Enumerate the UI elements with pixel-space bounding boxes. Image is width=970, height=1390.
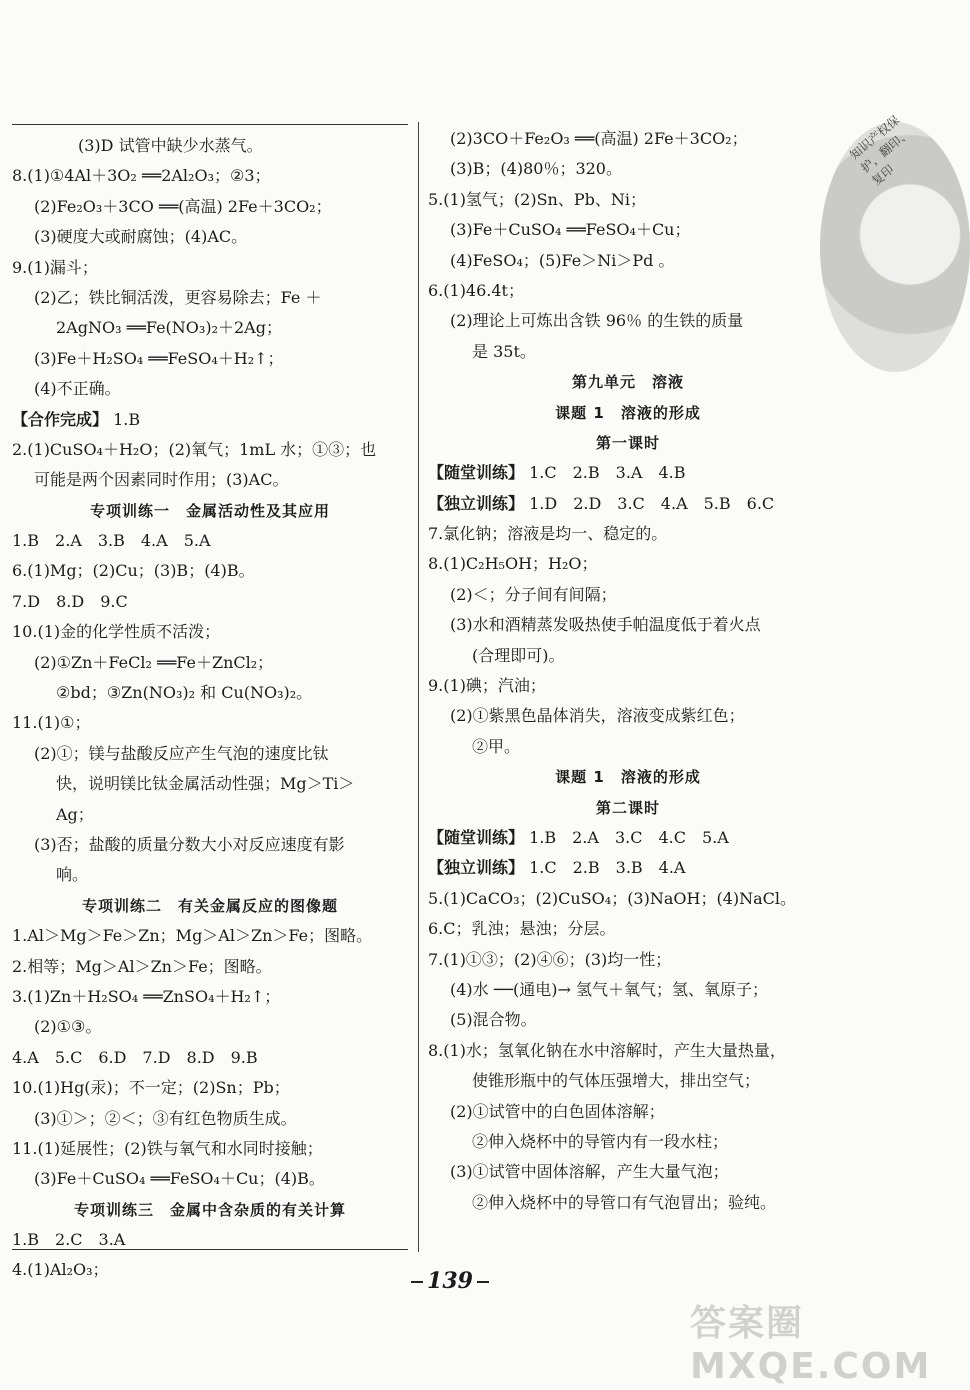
column-divider <box>418 122 419 1252</box>
section-tag: 【合作完成】 <box>12 409 109 429</box>
answer-line: 4.A 5.C 6.D 7.D 8.D 9.B <box>12 1047 258 1067</box>
answer-line: (2)①Zn＋FeCl₂ ══Fe＋ZnCl₂； <box>34 652 274 672</box>
answer-line: Ag； <box>56 804 94 824</box>
answer-line <box>12 405 408 435</box>
answer-text: 1.D 2.D 3.C 4.A 5.B 6.C <box>524 493 775 513</box>
answer-line: 3.(1)Zn＋H₂SO₄ ══ZnSO₄＋H₂↑； <box>12 986 281 1006</box>
answer-line: 1.B 2.A 3.B 4.A 5.A <box>12 531 211 551</box>
watermark-logo: 答案圈 MXQE.COM <box>690 1303 932 1387</box>
answer-line: 6.(1)Mg；(2)Cu；(3)B；(4)B。 <box>12 561 255 581</box>
answer-line: (合理即可)。 <box>472 645 565 665</box>
answer-line: 1.B 2.C 3.A <box>12 1230 126 1250</box>
answer-line: (3)Fe＋H₂SO₄ ══FeSO₄＋H₂↑； <box>34 348 284 368</box>
answer-line: 8.(1)水；氢氧化钠在水中溶解时，产生大量热量， <box>428 1040 786 1060</box>
answer-line: 使锥形瓶中的气体压强增大，排出空气； <box>472 1071 761 1091</box>
answer-line: (3)B；(4)80％；320。 <box>450 159 622 179</box>
answer-line: 8.(1)C₂H₅OH；H₂O； <box>428 554 598 574</box>
answer-line: (2)①试管中的白色固体溶解； <box>450 1101 665 1121</box>
answer-text: 1.C 2.B 3.B 4.A <box>524 858 686 878</box>
section-heading: 课题 1 溶液的形成 <box>555 403 701 422</box>
answer-line: (3)①试管中固体溶解，产生大量气泡； <box>450 1162 729 1182</box>
answer-line: 可能是两个因素同时作用；(3)AC。 <box>34 470 289 490</box>
answer-line: (2)①紫黑色晶体消失，溶液变成紫红色； <box>450 706 745 726</box>
answer-line: 7.氯化钠；溶液是均一、稳定的。 <box>428 524 668 544</box>
right-answer-column <box>428 124 828 1254</box>
answer-line: 1.Al＞Mg＞Fe＞Zn；Mg＞Al＞Zn＞Fe；图略。 <box>12 926 373 946</box>
answer-line: (3)Fe＋CuSO₄ ══FeSO₄＋Cu；(4)B。 <box>34 1169 325 1189</box>
answer-line: (3)①＞；②＜；③有红色物质生成。 <box>34 1108 297 1128</box>
section-tag: 【独立训练】 <box>428 858 525 878</box>
answer-line: 是 35t。 <box>472 341 536 361</box>
answer-line: 2.相等；Mg＞Al＞Zn＞Fe；图略。 <box>12 956 272 976</box>
answer-line: 9.(1)漏斗； <box>12 257 98 277</box>
answer-line: 10.(1)金的化学性质不活泼； <box>12 622 221 642</box>
section-heading: 专项训练三 金属中含杂质的有关计算 <box>73 1200 346 1219</box>
answer-line: ②bd；③Zn(NO₃)₂ 和 Cu(NO₃)₂。 <box>56 683 313 703</box>
answer-line <box>428 853 828 883</box>
page-number <box>0 1268 900 1294</box>
answer-line: 6.C；乳浊；悬浊；分层。 <box>428 919 616 939</box>
left-answer-column <box>12 124 408 1280</box>
answer-text: 1.B <box>108 409 141 429</box>
answer-line: (2)Fe₂O₃＋3CO ══(高温) 2Fe＋3CO₂； <box>34 196 332 216</box>
page-number-value: 139 <box>427 1268 473 1294</box>
answer-text: 1.B 2.A 3.C 4.C 5.A <box>524 827 729 847</box>
answer-text: 1.C 2.B 3.A 4.B <box>524 463 686 483</box>
answer-line: (3)否；盐酸的质量分数大小对反应速度有影 <box>34 834 345 854</box>
answer-line: (5)混合物。 <box>450 1010 537 1030</box>
page-number-rule-right <box>477 1281 489 1283</box>
answer-line: (2)理论上可炼出含铁 96％ 的生铁的质量 <box>450 311 744 331</box>
answer-line: (3)Fe＋CuSO₄ ══FeSO₄＋Cu； <box>450 220 691 240</box>
answer-line <box>428 458 828 488</box>
answer-line: (3)硬度大或耐腐蚀；(4)AC。 <box>34 227 248 247</box>
section-heading: 课题 1 溶液的形成 <box>555 768 701 787</box>
answer-line: (2)①③。 <box>34 1017 102 1037</box>
answer-line: 9.(1)碘；汽油； <box>428 676 546 696</box>
answer-line: 2AgNO₃ ══Fe(NO₃)₂＋2Ag； <box>56 318 282 338</box>
section-tag: 【随堂训练】 <box>428 827 525 847</box>
answer-line: (2)＜；分子间有间隔； <box>450 584 617 604</box>
section-tag: 【独立训练】 <box>428 493 525 513</box>
answer-line: 响。 <box>56 865 89 885</box>
answer-line: 10.(1)Hg(汞)；不一定；(2)Sn；Pb； <box>12 1078 290 1098</box>
answer-line: (4)FeSO₄；(5)Fe＞Ni＞Pd 。 <box>450 250 675 270</box>
answer-line: (2)①；镁与盐酸反应产生气泡的速度比钛 <box>34 743 329 763</box>
answer-line: ②甲。 <box>472 736 521 756</box>
answer-line: (4)水 ──(通电)→ 氢气＋氧气；氢、氧原子； <box>450 979 768 999</box>
answer-line: (2)3CO＋Fe₂O₃ ══(高温) 2Fe＋3CO₂； <box>450 129 748 148</box>
seal-text: 知识产权保护，翻印、复印 <box>847 112 914 189</box>
answer-line: 4.(1)Al₂O₃； <box>12 1260 109 1280</box>
page-number-rule-left <box>411 1281 423 1283</box>
answer-line: 8.(1)①4Al＋3O₂ ══2Al₂O₃；②3； <box>12 166 271 186</box>
answer-line: 7.D 8.D 9.C <box>12 591 128 611</box>
section-heading: 专项训练二 有关金属反应的图像题 <box>81 896 338 915</box>
answer-line: 11.(1)①； <box>12 713 91 733</box>
answer-line: 2.(1)CuSO₄＋H₂O；(2)氧气；1mL 水；①③；也 <box>12 439 377 459</box>
answer-line: 5.(1)CaCO₃；(2)CuSO₄；(3)NaOH；(4)NaCl。 <box>428 888 797 908</box>
answer-line: (4)不正确。 <box>34 379 121 399</box>
answer-line: ②伸入烧杯中的导管内有一段水柱； <box>472 1131 729 1151</box>
answer-line: 快，说明镁比钛金属活动性强；Mg＞Ti＞ <box>56 774 355 794</box>
section-heading: 专项训练一 金属活动性及其应用 <box>89 501 330 520</box>
answer-line: (3)D 试管中缺少水蒸气。 <box>78 136 263 155</box>
answer-line: 6.(1)46.4t； <box>428 280 524 300</box>
section-tag: 【随堂训练】 <box>428 463 525 483</box>
answer-line: (3)水和酒精蒸发吸热使手帕温度低于着火点 <box>450 615 761 635</box>
answer-line <box>428 489 828 519</box>
section-heading: 第一课时 <box>595 433 660 452</box>
answer-line <box>428 823 828 853</box>
answer-line: (2)乙；铁比铜活泼，更容易除去；Fe ＋ <box>34 287 322 307</box>
answer-line: 11.(1)延展性；(2)铁与氧气和水同时接触； <box>12 1138 323 1158</box>
section-heading: 第九单元 溶液 <box>571 373 684 392</box>
answer-line: 5.(1)氢气；(2)Sn、Pb、Ni； <box>428 189 646 209</box>
section-heading: 第二课时 <box>595 798 660 817</box>
answer-line: 7.(1)①③；(2)④⑥；(3)均一性； <box>428 949 672 969</box>
answer-line: ②伸入烧杯中的导管口有气泡冒出；验纯。 <box>472 1192 777 1212</box>
